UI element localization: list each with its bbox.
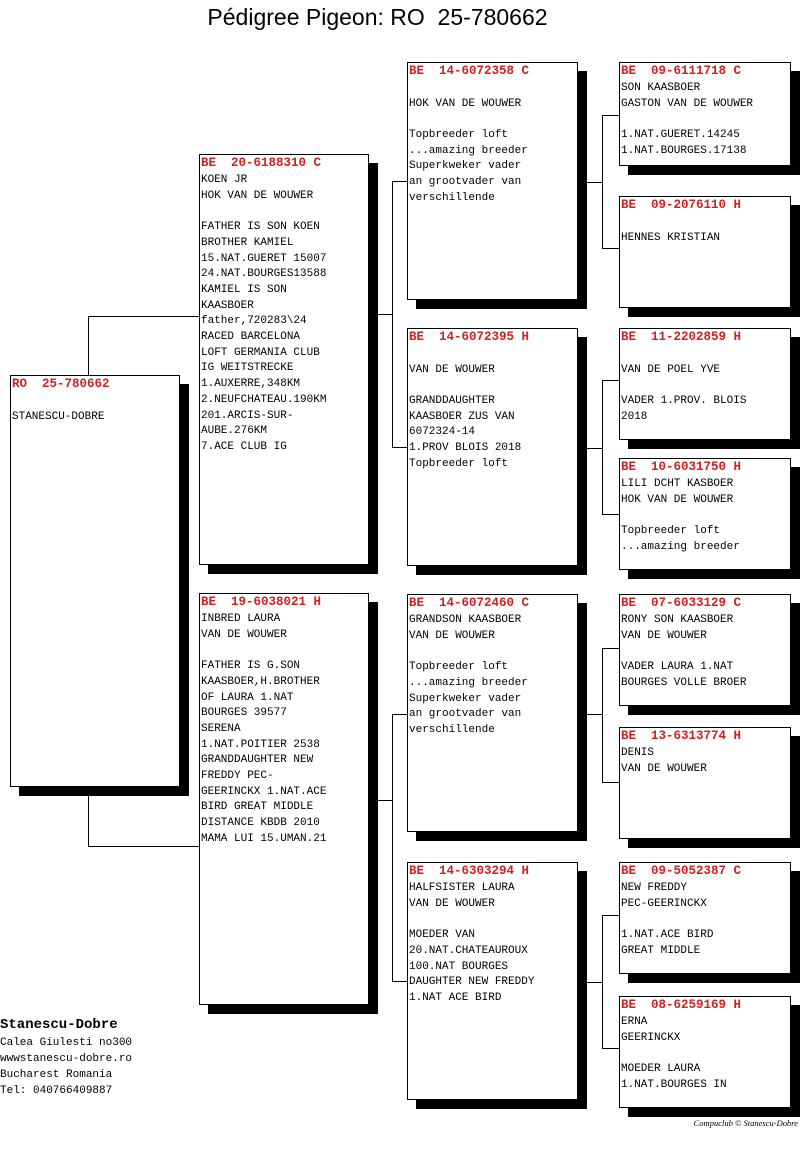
- pigeon-info-line: FATHER IS G.SON: [201, 660, 301, 673]
- pigeon-info-line: PEC-GEERINCKX: [621, 897, 707, 910]
- pigeon-card-father: [199, 154, 369, 565]
- pigeon-info-line: AUBE.276KM: [201, 425, 268, 438]
- pigeon-info-line: SERENA: [201, 722, 241, 735]
- ring-number: BE 14-6072460 C: [409, 596, 530, 610]
- pigeon-info-line: 15.NAT.GUERET 15007: [201, 252, 327, 265]
- pigeon-info-line: OF LAURA 1.NAT: [201, 691, 294, 704]
- pigeon-info-line: [409, 81, 576, 97]
- pigeon-info-line: KOEN JR: [201, 174, 248, 186]
- pigeon-info-line: [409, 112, 576, 128]
- pigeon-card-mf: [407, 594, 578, 832]
- owner-phone: Tel: 040766409887: [0, 1085, 113, 1097]
- pigeon-info-line: 1.NAT.GUERET.14245: [621, 129, 740, 142]
- pigeon-info-line: MOEDER LAURA: [621, 1063, 701, 1076]
- pigeon-info-line: NEW FREDDY: [621, 882, 688, 894]
- pigeon-info-line: 1.NAT.BOURGES.17138: [621, 144, 747, 157]
- pigeon-info-line: GRANDDAUGHTER NEW: [201, 754, 314, 767]
- ring-number: RO 25-780662: [12, 377, 110, 391]
- pigeon-info-line: [201, 643, 367, 659]
- pigeon-info-line: KAMIEL IS SON: [201, 283, 287, 296]
- pigeon-info-line: [621, 215, 789, 231]
- ring-number: BE 13-6313774 H: [621, 729, 742, 743]
- pigeon-info-line: VAN DE WOUWER: [409, 363, 495, 376]
- pigeon-card-fmm: [619, 458, 791, 570]
- pigeon-info-line: 1.AUXERRE,348KM: [201, 378, 301, 391]
- pigeon-info-line: [621, 508, 789, 524]
- pigeon-card-mfm: [619, 727, 791, 839]
- pigeon-info-line: Superkweker vader: [409, 160, 522, 173]
- pigeon-info-line: 1.NAT.ACE BIRD: [621, 929, 714, 942]
- pigeon-info-line: VADER 1.PROV. BLOIS: [621, 395, 747, 408]
- pigeon-card-fmf: [619, 328, 791, 440]
- pigeon-info-line: GREAT MIDDLE: [621, 944, 701, 957]
- ring-number: BE 20-6188310 C: [201, 156, 322, 170]
- pigeon-info-line: [201, 204, 367, 220]
- pigeon-info-line: MAMA LUI 15.UMAN.21: [201, 832, 327, 845]
- pigeon-info-line: 1.PROV BLOIS 2018: [409, 442, 522, 455]
- pigeon-info-line: BROTHER KAMIEL: [201, 236, 294, 249]
- ring-number: BE 09-2076110 H: [621, 198, 742, 212]
- pigeon-info-line: VAN DE WOUWER: [409, 629, 495, 642]
- pigeon-info-line: [409, 912, 576, 928]
- pigeon-info-line: RACED BARCELONA: [201, 331, 301, 344]
- ring-number: BE 08-6259169 H: [621, 998, 742, 1012]
- pigeon-info-line: VAN DE POEL YVE: [621, 363, 721, 376]
- pigeon-card-mm: [407, 862, 578, 1100]
- pigeon-info-line: BOURGES 39577: [201, 707, 287, 720]
- pigeon-info-line: ERNA: [621, 1016, 648, 1028]
- pigeon-info-line: an grootvader van: [409, 708, 522, 721]
- pigeon-info-line: ...amazing breeder: [409, 144, 528, 157]
- ring-number: BE 10-6031750 H: [621, 460, 742, 474]
- pigeon-card-ffm: [619, 196, 791, 308]
- pigeon-info-line: GEERINCKX: [621, 1031, 681, 1044]
- pigeon-info-line: VAN DE WOUWER: [201, 628, 287, 641]
- footer-credit: Compuclub © Stanescu-Dobre: [693, 1118, 798, 1128]
- pigeon-info-line: [621, 644, 789, 660]
- pigeon-info-line: VAN DE WOUWER: [409, 897, 495, 910]
- pigeon-info-line: [621, 1046, 789, 1062]
- pigeon-card-ff: [407, 62, 578, 300]
- pigeon-info-line: 24.NAT.BOURGES13588: [201, 268, 327, 281]
- pigeon-info-line: an grootvader van: [409, 176, 522, 189]
- pigeon-info-line: verschillende: [409, 723, 495, 736]
- pigeon-info-line: verschillende: [409, 191, 495, 204]
- pigeon-info-line: GRANDDAUGHTER: [409, 395, 495, 408]
- owner-website[interactable]: wwwstanescu-dobre.ro: [0, 1053, 133, 1065]
- pigeon-info-line: ...amazing breeder: [621, 540, 740, 553]
- pigeon-info-line: Topbreeder loft: [621, 525, 721, 538]
- pigeon-info-line: GASTON VAN DE WOUWER: [621, 97, 754, 110]
- pigeon-info-line: DISTANCE KBDB 2010: [201, 817, 320, 830]
- owner-city: Bucharest Romania: [0, 1069, 113, 1081]
- pigeon-info-line: [621, 112, 789, 128]
- pigeon-info-line: KAASBOER,H.BROTHER: [201, 675, 320, 688]
- pigeon-info-line: INBRED LAURA: [201, 613, 281, 625]
- pigeon-info-line: VAN DE WOUWER: [621, 762, 707, 775]
- pigeon-info-line: Topbreeder loft: [409, 457, 509, 470]
- ring-number: BE 14-6072395 H: [409, 330, 530, 344]
- pigeon-info-line: MOEDER VAN: [409, 929, 476, 942]
- pigeon-card-mmf: [619, 862, 791, 974]
- owner-address: Calea Giulesti no300: [0, 1037, 133, 1049]
- pigeon-info-line: [621, 912, 789, 928]
- pigeon-info-line: FREDDY PEC-: [201, 770, 274, 783]
- pigeon-info-line: [409, 347, 576, 363]
- ring-number: BE 14-6072358 C: [409, 64, 530, 78]
- pigeon-info-line: GEERINCKX 1.NAT.ACE: [201, 785, 327, 798]
- pigeon-info-line: 1.NAT ACE BIRD: [409, 991, 502, 1004]
- ring-number: BE 09-6111718 C: [621, 64, 742, 78]
- pigeon-info-line: HOK VAN DE WOUWER: [409, 97, 522, 110]
- pigeon-info-line: 201.ARCIS-SUR-: [201, 409, 294, 422]
- ring-number: BE 09-5052387 C: [621, 864, 742, 878]
- pigeon-card-fm: [407, 328, 578, 566]
- pigeon-info-line: [621, 347, 789, 363]
- ring-number: BE 07-6033129 C: [621, 596, 742, 610]
- pigeon-card-main: [10, 375, 180, 787]
- pigeon-info-line: DENIS: [621, 747, 655, 759]
- pigeon-info-line: 7.ACE CLUB IG: [201, 440, 287, 453]
- pigeon-info-line: ...amazing breeder: [409, 676, 528, 689]
- pigeon-info-line: Superkweker vader: [409, 692, 522, 705]
- pigeon-info-line: LILI DCHT KASBOER: [621, 478, 734, 490]
- pigeon-info-line: 6072324-14: [409, 426, 476, 439]
- pigeon-info-line: GRANDSON KAASBOER: [409, 614, 522, 626]
- pigeon-card-fff: [619, 62, 791, 166]
- pigeon-info-line: FATHER IS SON KOEN: [201, 221, 320, 234]
- pigeon-info-line: [409, 378, 576, 394]
- pigeon-info-line: 2.NEUFCHATEAU.190KM: [201, 393, 327, 406]
- page-title: Pédigree Pigeon: RO 25-780662: [207, 4, 548, 30]
- pigeon-info-line: Topbreeder loft: [409, 661, 509, 674]
- pigeon-info-line: BOURGES VOLLE BROER: [621, 676, 747, 689]
- pigeon-info-line: KAASBOER: [201, 299, 254, 312]
- pigeon-info-line: 2018: [621, 410, 648, 423]
- pigeon-info-line: LOFT GERMANIA CLUB: [201, 346, 320, 359]
- pigeon-info-line: KAASBOER ZUS VAN: [409, 410, 515, 423]
- pigeon-info-line: DAUGHTER NEW FREDDY: [409, 976, 535, 989]
- pigeon-info-line: 20.NAT.CHATEAUROUX: [409, 944, 528, 957]
- pigeon-card-mother: [199, 593, 369, 1005]
- pigeon-info-line: 100.NAT BOURGES: [409, 960, 509, 973]
- ring-number: BE 19-6038021 H: [201, 595, 322, 609]
- pigeon-info-line: [621, 378, 789, 394]
- pigeon-info-line: VAN DE WOUWER: [621, 629, 707, 642]
- ring-number: BE 11-2202859 H: [621, 330, 742, 344]
- pigeon-info-line: HOK VAN DE WOUWER: [201, 189, 314, 202]
- pigeon-info-line: HOK VAN DE WOUWER: [621, 493, 734, 506]
- ring-number: BE 14-6303294 H: [409, 864, 530, 878]
- pigeon-info-line: SON KAASBOER: [621, 82, 701, 94]
- pigeon-info-line: BIRD GREAT MIDDLE: [201, 801, 314, 814]
- pigeon-card-mff: [619, 594, 791, 706]
- pigeon-info-line: [12, 394, 178, 410]
- owner-name: Stanescu-Dobre: [0, 1017, 118, 1033]
- pigeon-info-line: IG WEITSTRECKE: [201, 362, 294, 375]
- pigeon-info-line: VADER LAURA 1.NAT: [621, 661, 734, 674]
- pigeon-info-line: HALFSISTER LAURA: [409, 882, 515, 894]
- pigeon-info-line: HENNES KRISTIAN: [621, 231, 721, 244]
- pigeon-info-line: 1.NAT.BOURGES IN: [621, 1078, 727, 1091]
- pigeon-info-line: [409, 644, 576, 660]
- pigeon-info-line: 1.NAT.POITIER 2538: [201, 738, 320, 751]
- owner-info: [0, 1015, 132, 1099]
- pigeon-info-line: RONY SON KAASBOER: [621, 614, 734, 626]
- pigeon-info-line: Topbreeder loft: [409, 129, 509, 142]
- pigeon-info-line: father,720283\24: [201, 315, 307, 328]
- pigeon-info-line: STANESCU-DOBRE: [12, 410, 105, 423]
- pigeon-card-mmm: [619, 996, 791, 1108]
